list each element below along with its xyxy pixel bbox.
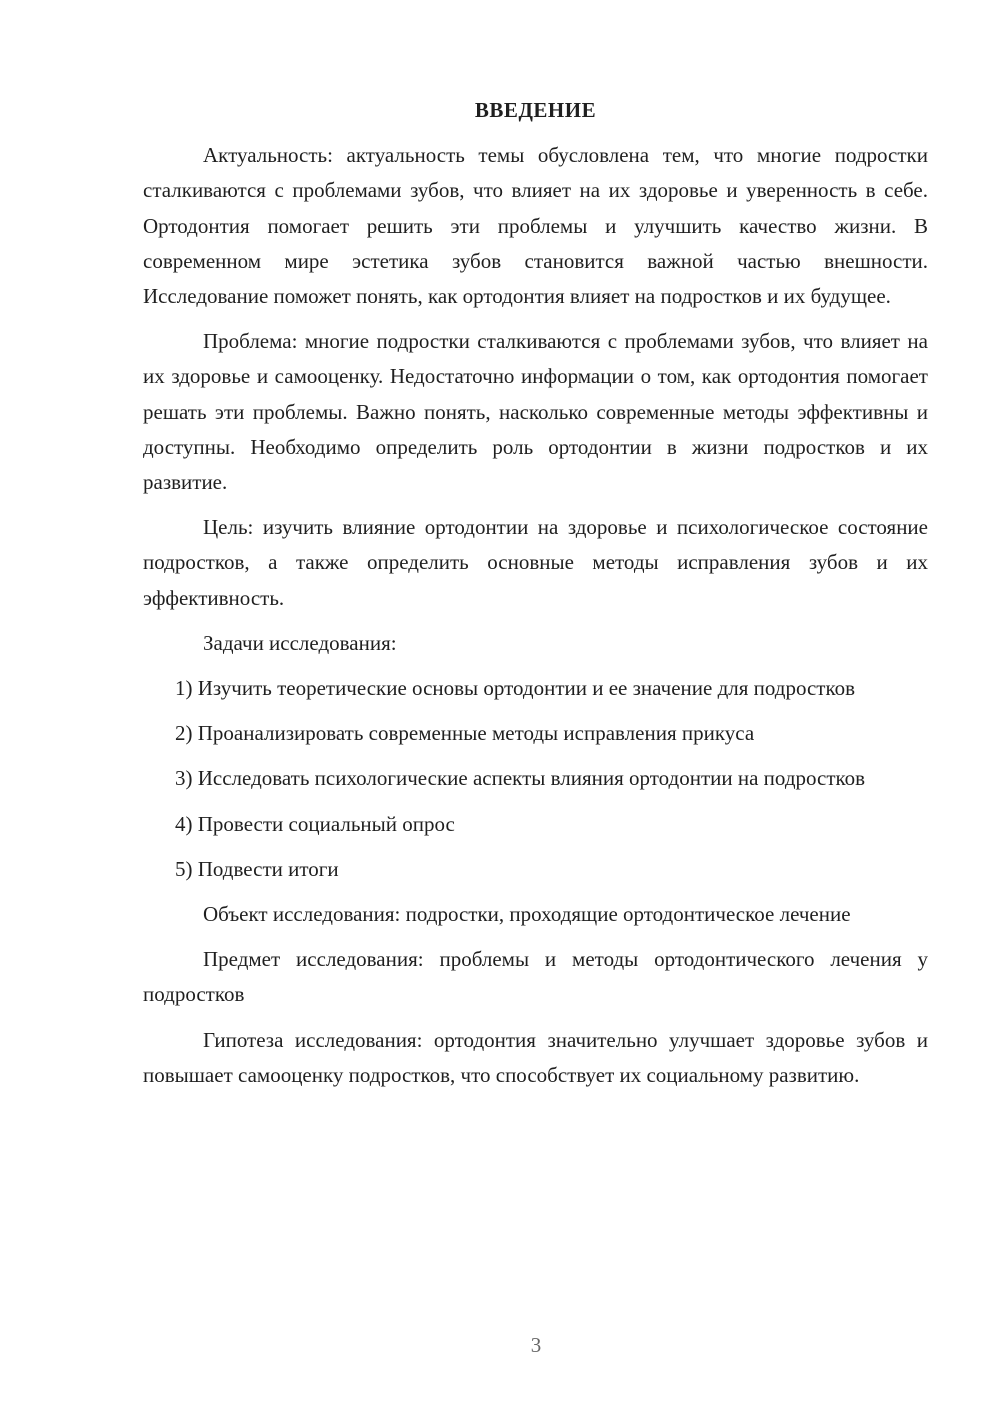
object-paragraph: Объект исследования: подростки, проходящие ортодонтическое лечение (203, 902, 851, 927)
task-item-1: 1) Изучить теоретические основы ортодонтии и ее значение для подростков (175, 676, 856, 701)
page-number: 3 (530, 1333, 542, 1357)
relevance-paragraph: Актуальность: актуальность темы обусловлена тем, что многие подростки сталкиваются с проблемами зубов, что влияет на их здоровье и уверенность в себе. Ортодонтия помогает решить эти проблемы и улучшить качество жизни. В современном мире эстетика зубов становится важной частью внешности. Исследование поможет понять, как ортодонтия влияет на подростков и их будущее. (143, 143, 928, 309)
task-item-2: 2) Проанализировать современные методы исправления прикуса (175, 721, 755, 746)
task-item-3: 3) Исследовать психологические аспекты влияния ортодонтии на подростков (175, 766, 866, 791)
task-item-5: 5) Подвести итоги (175, 856, 339, 881)
document-page (143, 93, 928, 1103)
tasks-heading: Задачи исследования: (203, 630, 397, 655)
goal-paragraph: Цель: изучить влияние ортодонтии на здоровье и психологическое состояние подростков, а также определить основные методы исправления зубов и их эффективность. (143, 515, 928, 610)
subject-paragraph: Предмет исследования: проблемы и методы ортодонтического лечения у подростков (143, 947, 928, 1007)
task-item-4: 4) Провести социальный опрос (175, 811, 455, 836)
hypothesis-paragraph: Гипотеза исследования: ортодонтия значительно улучшает здоровье зубов и повышает самооценку подростков, что способствует их социальному развитию. (143, 1027, 928, 1087)
page-title: ВВЕДЕНИЕ (474, 98, 597, 122)
problem-paragraph: Проблема: многие подростки сталкиваются с проблемами зубов, что влияет на их здоровье и самооценку. Недостаточно информации о том, как ортодонтия помогает решать эти проблемы. Важно понять, насколько современные методы эффективны и доступны. Необходимо определить роль ортодонтии в жизни подростков и их развитие. (143, 329, 928, 495)
